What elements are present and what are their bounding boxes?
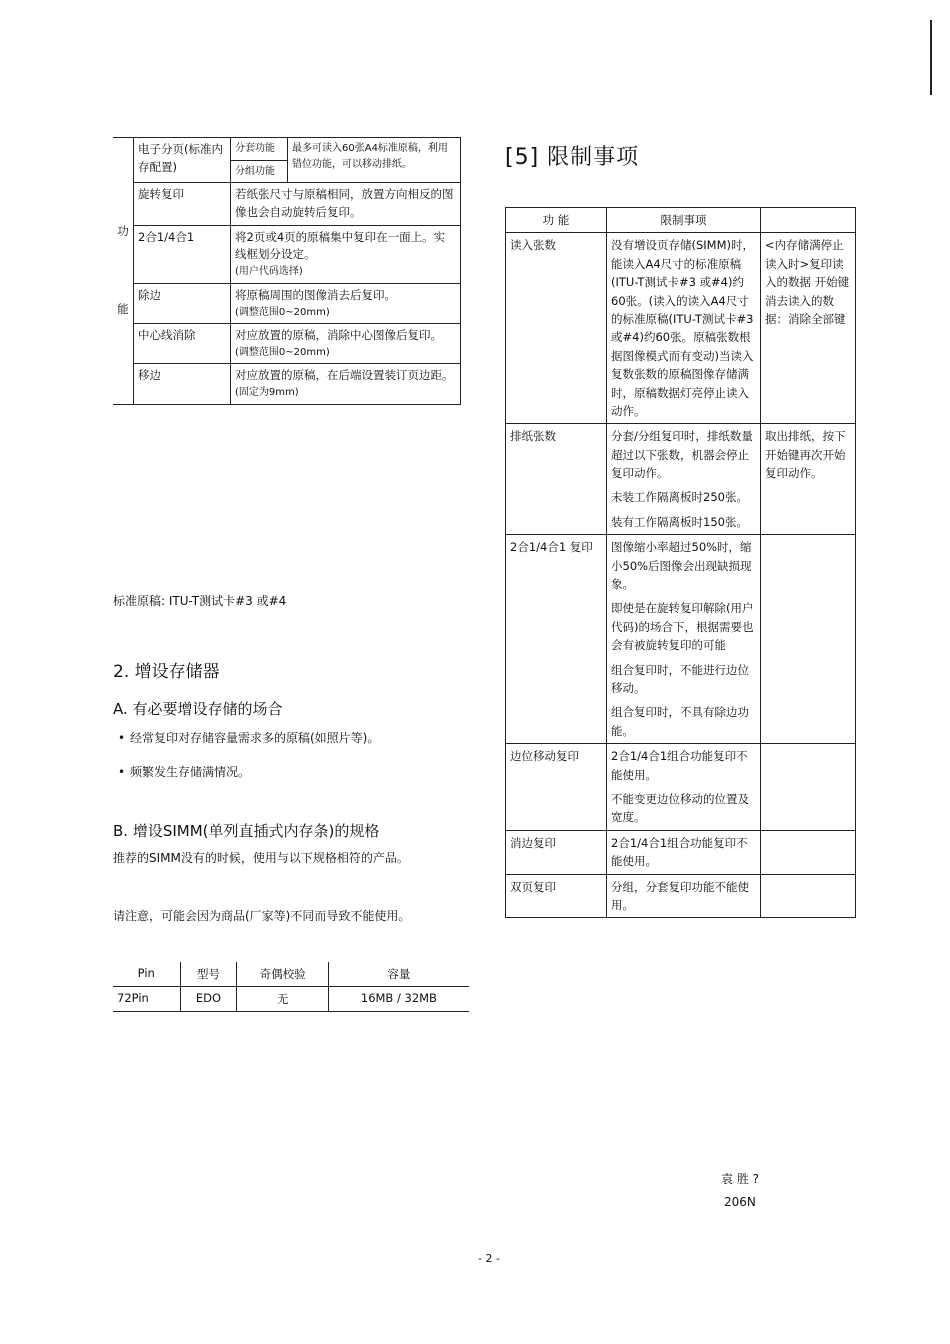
- table-header: [761, 208, 856, 233]
- paragraph: 推荐的SIMM没有的时候，使用与以下规格相符的产品。: [113, 851, 409, 865]
- restriction-text: 组合复印时，不具有除边功能。: [611, 705, 749, 738]
- table-row: [506, 424, 856, 535]
- table-cell: 无: [237, 987, 328, 1012]
- list-item: • 经常复印对存储容量需求多的原稿(如照片等)。: [116, 728, 466, 748]
- function-name: 除边: [134, 283, 231, 323]
- page-number: - 2 -: [478, 1252, 500, 1265]
- simm-spec-table: [113, 962, 469, 1012]
- function-desc-cell: [231, 283, 461, 323]
- signature-text: 袁 胜 ?: [721, 1172, 759, 1186]
- table-header: 功 能: [506, 208, 607, 233]
- table-row: [506, 233, 856, 424]
- restriction-function: 2合1/4合1 复印: [506, 535, 607, 744]
- sub-function-label: 分套功能: [231, 138, 288, 161]
- function-name: 中心线消除: [134, 324, 231, 364]
- category-char: 功: [117, 224, 129, 239]
- bullet-list: [116, 728, 466, 797]
- table-row: [113, 987, 469, 1012]
- restriction-function: 边位移动复印: [506, 744, 607, 831]
- restriction-text: 不能变更边位移动的位置及宽度。: [611, 791, 749, 825]
- restriction-function: 读入张数: [506, 233, 607, 424]
- table-cell: 16MB / 32MB: [328, 987, 469, 1012]
- function-desc: 对应放置的原稿，消除中心图像后复印。: [235, 328, 442, 343]
- restriction-remedy: <内存储满停止读入时>复印读入的数据 开始键 消去读入的数据：消除全部键: [761, 233, 856, 424]
- restriction-remedy: [761, 744, 856, 831]
- restriction-function: 消边复印: [506, 830, 607, 874]
- margin-rule: [930, 20, 932, 95]
- restriction-text: 图像缩小率超过50%时，缩小50%后图像会出现缺损现象。: [611, 540, 752, 592]
- restriction-remedy: [761, 830, 856, 874]
- restriction-items: [607, 830, 761, 874]
- function-note: (调整范围0~20mm): [235, 306, 330, 318]
- restriction-text: 2合1/4合1组合功能复印不能使用。: [611, 835, 748, 869]
- function-name: 旋转复印: [134, 183, 231, 226]
- restriction-function: 双页复印: [506, 874, 607, 918]
- restriction-items: [607, 874, 761, 918]
- restriction-text: 即使是在旋转复印解除(用户代码)的场合下，根据需要也会有被旋转复印的可能: [611, 601, 754, 653]
- section-heading: 2. 增设存储器: [113, 662, 220, 682]
- table-row: [506, 874, 856, 918]
- restriction-items: [607, 233, 761, 424]
- restriction-text: 没有增设页存储(SIMM)时，能读入A4尺寸的标准原稿(ITU-T测试卡#3 或#4)约60张。(读入的读入A4尺寸的标准原稿(ITU-T测试卡#3 或#4)约60张。原稿张数根据图像模式而有变动)当读入复数张数的原稿图像存储满时，原稿数据灯亮停止读入动作。: [611, 238, 755, 418]
- function-desc: 将2页或4页的原稿集中复印在一面上。实线框划分设定。: [235, 229, 446, 262]
- function-desc-cell: [231, 324, 461, 364]
- table-header: Pin: [113, 962, 180, 987]
- table-cell: EDO: [180, 987, 237, 1012]
- function-desc-cell: [231, 225, 461, 283]
- function-name: 2合1/4合1: [134, 225, 231, 283]
- restriction-text: 装有工作隔离板时150张。: [611, 514, 748, 529]
- function-note: (调整范围0~20mm): [235, 346, 330, 358]
- model-number: 206N: [724, 1195, 756, 1209]
- restriction-function: 排纸张数: [506, 424, 607, 535]
- table-header: 型号: [180, 962, 237, 987]
- restriction-text: 分套/分组复印时，排纸数量超过以下张数，机器会停止复印动作。: [611, 429, 753, 481]
- function-desc: 若纸张尺寸与原稿相同，放置方向相反的图像也会自动旋转后复印。: [231, 183, 461, 226]
- table-row: [506, 744, 856, 831]
- restrictions-table: [505, 207, 856, 918]
- list-item: • 频繁发生存储满情况。: [116, 762, 466, 782]
- section-title: [5] 限制事项: [505, 145, 640, 170]
- restriction-text: 组合复印时，不能进行边位移动。: [611, 662, 749, 695]
- table-header: 容量: [328, 962, 469, 987]
- function-desc: 对应放置的原稿，在后端设置装订页边距。: [235, 368, 454, 383]
- sub-function-label: 分组功能: [231, 160, 288, 183]
- restriction-remedy: [761, 874, 856, 918]
- restriction-items: [607, 535, 761, 744]
- table-row: [506, 830, 856, 874]
- standard-document-note: 标准原稿: ITU-T测试卡#3 或#4: [113, 594, 287, 608]
- restriction-remedy: 取出排纸，按下开始键再次开始复印动作。: [761, 424, 856, 535]
- restriction-items: [607, 424, 761, 535]
- table-header: 奇偶校验: [237, 962, 328, 987]
- table-header: 限制事项: [607, 208, 761, 233]
- function-note: (用户代码选择): [235, 266, 303, 278]
- table-row: [506, 535, 856, 744]
- function-desc-cell: [231, 364, 461, 404]
- restriction-remedy: [761, 535, 856, 744]
- category-cell: [113, 138, 134, 405]
- subsection-heading: A. 有必要增设存储的场合: [113, 700, 283, 718]
- function-desc: 最多可读入60张A4标准原稿，利用错位功能，可以移动排纸。: [288, 138, 461, 183]
- restriction-text: 未装工作隔离板时250张。: [611, 490, 748, 505]
- table-cell: 72Pin: [113, 987, 180, 1012]
- restriction-text: 分组，分套复印功能不能使用。: [611, 879, 749, 912]
- function-note: (固定为9mm): [235, 387, 299, 399]
- function-desc: 将原稿周围的图像消去后复印。: [235, 287, 396, 302]
- function-name: 移边: [134, 364, 231, 404]
- restriction-text: 2合1/4合1组合功能复印不能使用。: [611, 749, 748, 782]
- restriction-items: [607, 744, 761, 831]
- category-char: 能: [117, 301, 129, 316]
- subsection-heading: B. 增设SIMM(单列直插式内存条)的规格: [113, 822, 380, 840]
- function-table: [113, 137, 461, 405]
- function-name: 电子分页(标准内存配置): [134, 138, 231, 183]
- paragraph: 请注意，可能会因为商品(厂家等)不同而导致不能使用。: [113, 909, 411, 923]
